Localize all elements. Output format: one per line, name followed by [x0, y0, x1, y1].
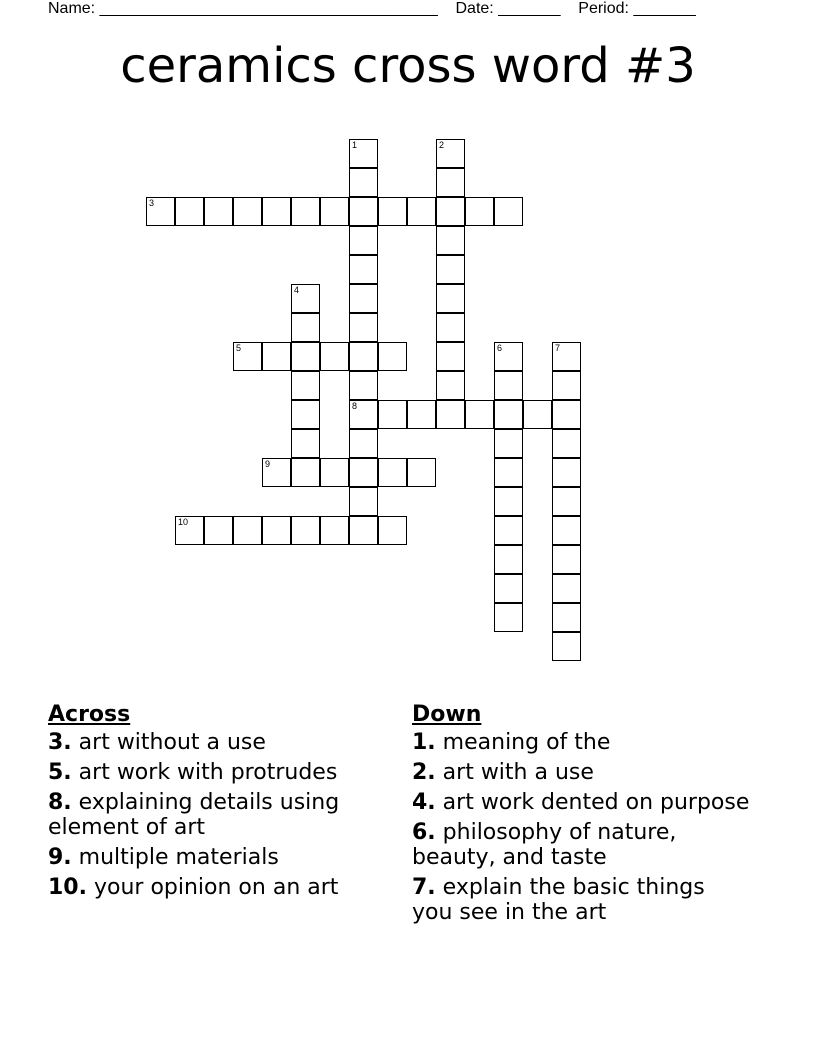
crossword-cell[interactable]	[407, 458, 436, 487]
crossword-cell[interactable]	[465, 400, 494, 429]
crossword-cell[interactable]	[233, 197, 262, 226]
crossword-cell[interactable]	[146, 197, 175, 226]
crossword-cell[interactable]	[175, 516, 204, 545]
clue-down-6	[412, 820, 752, 870]
period-label: Period:	[578, 0, 629, 17]
crossword-cell[interactable]	[407, 197, 436, 226]
across-clues	[48, 702, 398, 905]
crossword-cell[interactable]	[349, 371, 378, 400]
crossword-cell[interactable]	[349, 255, 378, 284]
crossword-cell[interactable]	[494, 371, 523, 400]
name-blank[interactable]: ______________________________________	[99, 0, 438, 17]
clue-number: 7.	[412, 875, 436, 900]
date-blank[interactable]: _______	[498, 0, 561, 17]
crossword-cell[interactable]	[291, 284, 320, 313]
cell-number: 6	[497, 343, 503, 353]
down-heading: Down	[412, 702, 482, 727]
clue-text: multiple materials	[78, 845, 279, 870]
clue-number: 9.	[48, 845, 72, 870]
crossword-cell[interactable]	[552, 603, 581, 632]
crossword-cell[interactable]	[291, 371, 320, 400]
crossword-cell[interactable]	[378, 342, 407, 371]
crossword-cell[interactable]	[494, 197, 523, 226]
crossword-cell[interactable]	[436, 313, 465, 342]
crossword-cell[interactable]	[436, 342, 465, 371]
clue-across-8	[48, 790, 398, 840]
cell-number: 8	[352, 401, 358, 411]
crossword-cell[interactable]	[349, 139, 378, 168]
crossword-cell[interactable]	[349, 400, 378, 429]
crossword-cell[interactable]	[552, 487, 581, 516]
clue-number: 8.	[48, 790, 72, 815]
clue-number: 6.	[412, 820, 436, 845]
crossword-cell[interactable]	[378, 400, 407, 429]
crossword-cell[interactable]	[465, 197, 494, 226]
clue-number: 2.	[412, 760, 436, 785]
crossword-cell[interactable]	[378, 516, 407, 545]
clue-down-1	[412, 730, 752, 755]
crossword-cell[interactable]	[552, 342, 581, 371]
crossword-cell[interactable]	[175, 197, 204, 226]
cell-number: 9	[265, 459, 271, 469]
crossword-cell[interactable]	[233, 342, 262, 371]
crossword-cell[interactable]	[204, 516, 233, 545]
clue-text: art work dented on purpose	[442, 790, 750, 815]
crossword-cell[interactable]	[262, 197, 291, 226]
down-clues	[412, 702, 752, 930]
across-heading: Across	[48, 702, 131, 727]
crossword-cell[interactable]	[291, 313, 320, 342]
clue-number: 10.	[48, 875, 87, 900]
crossword-cell[interactable]	[291, 197, 320, 226]
crossword-cell[interactable]	[494, 603, 523, 632]
crossword-cell[interactable]	[291, 516, 320, 545]
crossword-cell[interactable]	[378, 458, 407, 487]
crossword-cell[interactable]	[349, 487, 378, 516]
crossword-cell[interactable]	[436, 139, 465, 168]
crossword-cell[interactable]	[349, 458, 378, 487]
clue-text: philosophy of nature, beauty, and taste	[412, 820, 677, 870]
crossword-cell[interactable]	[349, 313, 378, 342]
cell-number: 7	[555, 343, 561, 353]
clue-down-7	[412, 875, 752, 925]
crossword-cell[interactable]	[407, 400, 436, 429]
crossword-cell[interactable]	[552, 458, 581, 487]
crossword-cell[interactable]	[552, 632, 581, 661]
crossword-cell[interactable]	[436, 226, 465, 255]
crossword-cell[interactable]	[552, 371, 581, 400]
cell-number: 10	[178, 517, 189, 527]
page-title: ceramics cross word #3	[120, 38, 696, 94]
clue-text: art work with protrudes	[78, 760, 338, 785]
crossword-cell[interactable]	[349, 226, 378, 255]
clue-down-2	[412, 760, 752, 785]
crossword-cell[interactable]	[494, 487, 523, 516]
crossword-cell[interactable]	[291, 400, 320, 429]
clue-across-3	[48, 730, 398, 755]
cell-number: 5	[236, 343, 242, 353]
crossword-cell[interactable]	[552, 574, 581, 603]
crossword-cell[interactable]	[494, 516, 523, 545]
crossword-cell[interactable]	[436, 197, 465, 226]
crossword-cell[interactable]	[320, 342, 349, 371]
crossword-cell[interactable]	[523, 400, 552, 429]
crossword-cell[interactable]	[378, 197, 407, 226]
clue-text: explaining details using element of art	[48, 790, 340, 840]
cell-number: 3	[149, 198, 155, 208]
crossword-cell[interactable]	[552, 429, 581, 458]
crossword-cell[interactable]	[552, 545, 581, 574]
clue-text: meaning of the	[442, 730, 611, 755]
crossword-cell[interactable]	[262, 516, 291, 545]
crossword-cell[interactable]	[204, 197, 233, 226]
crossword-cell[interactable]	[349, 429, 378, 458]
clue-text: art with a use	[442, 760, 594, 785]
crossword-cell[interactable]	[494, 429, 523, 458]
cell-number: 4	[294, 285, 300, 295]
crossword-cell[interactable]	[349, 342, 378, 371]
clue-text: art without a use	[78, 730, 266, 755]
crossword-cell[interactable]	[436, 168, 465, 197]
clue-number: 4.	[412, 790, 436, 815]
crossword-cell[interactable]	[320, 516, 349, 545]
date-label: Date:	[455, 0, 494, 17]
clue-text: explain the basic things you see in the art	[412, 875, 705, 925]
crossword-cell[interactable]	[233, 516, 262, 545]
clue-number: 5.	[48, 760, 72, 785]
clue-number: 3.	[48, 730, 72, 755]
crossword-cell[interactable]	[291, 342, 320, 371]
crossword-cell[interactable]	[436, 371, 465, 400]
crossword-cell[interactable]	[320, 458, 349, 487]
crossword-cell[interactable]	[494, 545, 523, 574]
crossword-cell[interactable]	[494, 458, 523, 487]
clue-across-5	[48, 760, 398, 785]
crossword-cell[interactable]	[494, 574, 523, 603]
crossword-cell[interactable]	[291, 458, 320, 487]
clue-text: your opinion on an art	[93, 875, 339, 900]
clue-across-9	[48, 845, 398, 870]
crossword-cell[interactable]	[349, 284, 378, 313]
crossword-cell[interactable]	[262, 458, 291, 487]
cell-number: 1	[352, 140, 358, 150]
name-label: Name:	[48, 0, 96, 17]
crossword-cell[interactable]	[262, 342, 291, 371]
crossword-cell[interactable]	[552, 516, 581, 545]
crossword-cell[interactable]	[436, 255, 465, 284]
clue-number: 1.	[412, 730, 436, 755]
crossword-cell[interactable]	[349, 197, 378, 226]
crossword-cell[interactable]	[349, 516, 378, 545]
clue-down-4	[412, 790, 752, 815]
cell-number: 2	[439, 140, 445, 150]
crossword-cell[interactable]	[436, 284, 465, 313]
crossword-cell[interactable]	[494, 400, 523, 429]
crossword-cell[interactable]	[349, 168, 378, 197]
crossword-cell[interactable]	[436, 400, 465, 429]
crossword-cell[interactable]	[320, 197, 349, 226]
clue-across-10	[48, 875, 398, 900]
period-blank[interactable]: _______	[633, 0, 696, 17]
crossword-cell[interactable]	[494, 342, 523, 371]
crossword-cell[interactable]	[291, 429, 320, 458]
crossword-cell[interactable]	[552, 400, 581, 429]
